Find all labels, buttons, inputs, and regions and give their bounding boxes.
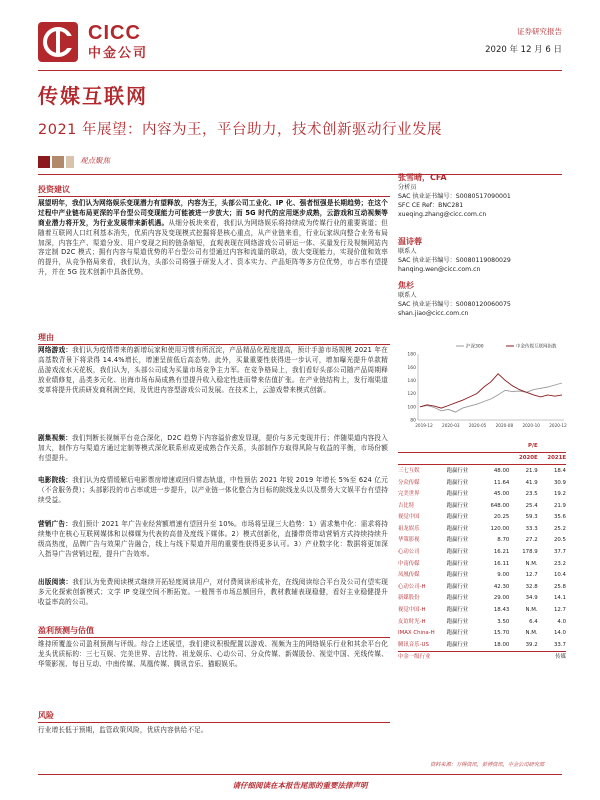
section-heading-investment: 投资建议	[38, 185, 70, 194]
table-cell: 跑赢行业	[446, 595, 469, 602]
section-heading-valuation: 盈利预测与估值	[38, 626, 94, 635]
rationale-text: 我们认为疫情带来的新增玩家和使用习惯有所沉淀，产品精品化程度提高，预计手游市场规模 2021 年在高基数背景下将录得 14.4%增长，增速呈前低后高态势。此外，买量重要性获得进一步认可，增加曝光提升单款精品游戏流水天花板，我们认为，头部公司成为买量市场竞争主力军。在竞争格局上，我们看好头部公司随产品周期释放业绩修复，品类多元化、出海市场布局成熟有望提升收入稳定性进而带来估值扩张。在产业链结构上，发行端渠道变革将提升优质研发商利润空间，及优进内容型游戏公司发展。在技术上，云游戏带来模式创新。	[38, 346, 389, 394]
analyst-email[interactable]: shan.jiao@cicc.com.cn	[398, 309, 469, 317]
rationale-lead: 营销广告：	[38, 520, 72, 528]
table-row	[398, 512, 566, 524]
table-header-cell	[479, 452, 509, 465]
y-tick-label: 80	[410, 418, 416, 424]
table-row	[398, 500, 566, 512]
y-tick-label: 120	[407, 392, 416, 398]
table-cell: IMAX China-H	[398, 630, 435, 637]
table-cell: 分众传媒	[398, 479, 420, 486]
investment-body: 从细分板块来看，我们认为网络娱乐将持续成为传媒行业的重要赛道；但随着互联网人口红利基本消失，优质内容及变现模式挖掘将是核心重点，从产业链来看，行业玩家纵向整合业务布局加深，内容生产、渠道分发、用户变现之间的链条缩短，直观表现在网络游戏公司研运一体、买量发行及视频网站内容定制 D2C 模式；拥有内容与渠道优势的平台型公司有望通过内容和流量的联动，放大变现能力，实现价值和效率的提升，从竞争格局来看，我们认为，头部公司将强于研发人才、资本实力、产品矩阵等多方位优势，市占率有望提升，并在 5G 技术创新中具备优势。	[38, 218, 388, 277]
analyst-card	[398, 280, 568, 319]
report-date: 2020 年 12 月 6 日	[485, 45, 562, 55]
section-rule	[38, 344, 390, 345]
table-cell: 跑赢行业	[446, 467, 469, 474]
table-header-cell: P/E	[509, 440, 537, 452]
table-cell: 8.70	[497, 537, 510, 544]
rationale-text: 我们认为免费阅读模式继续开拓轻度阅读用户，对付费阅读形成补充，在线阅读综合平台及公司有望实现多元化探索创新模式；文学 IP 变现空间不断拓宽。一般图书市场总额回升，教材教辅表现稳健，看好主业稳健提升收益率高的公司。	[38, 578, 389, 606]
table-row	[398, 570, 566, 582]
table-cell: 41.9	[525, 479, 538, 486]
table-cell: N.M.	[525, 560, 538, 567]
x-tick-label: 2019-12	[415, 423, 433, 428]
table-cell: 45.00	[493, 491, 510, 498]
table-header-cell	[538, 440, 566, 452]
analyst-email[interactable]: hanqing.wen@cicc.com.cn	[398, 265, 481, 273]
table-cell: 15.70	[493, 630, 510, 637]
logo-text-cn: 中金公司	[88, 46, 149, 61]
table-cell: 跑赢行业	[446, 560, 469, 567]
table-cell: 新媒股份	[398, 595, 420, 602]
analyst-email[interactable]: xueqing.zhang@cicc.com.cn	[398, 210, 487, 218]
table-cell: 视觉中国	[398, 514, 420, 521]
table-cell: 跑赢行业	[446, 583, 469, 590]
table-row	[398, 523, 566, 535]
tag-marker	[38, 156, 50, 168]
table-cell: 6.4	[529, 618, 538, 625]
table-cell: 648.00	[490, 502, 510, 509]
y-tick-label: 180	[407, 352, 416, 358]
table-cell: 25.4	[525, 502, 538, 509]
table-cell: 跑赢行业	[446, 537, 469, 544]
section-heading-risk: 风险	[38, 711, 54, 720]
table-cell: 友谊时光-H	[398, 618, 426, 625]
analyst-role: 分析员	[398, 183, 417, 191]
table-row	[398, 546, 566, 558]
tag-marker	[66, 156, 74, 168]
table-cell: 跑赢行业	[446, 479, 469, 486]
analyst-card	[398, 172, 568, 220]
y-tick-label: 160	[407, 365, 416, 371]
logo-text-en: CICC	[88, 22, 141, 44]
table-cell: 4.0	[557, 618, 566, 625]
table-cell: 心动公司	[398, 549, 420, 556]
table-header-cell	[398, 452, 447, 465]
table-row	[398, 581, 566, 593]
table-footer-label: 中金一级行业	[398, 651, 479, 663]
x-tick-label: 2020-12	[549, 423, 567, 428]
table-cell: 跑赢行业	[446, 549, 469, 556]
table-footer-value: 传媒	[479, 651, 566, 663]
y-tick-label: 140	[407, 379, 416, 384]
table-cell: 18.43	[493, 607, 510, 614]
cicc-logo-icon	[38, 22, 78, 62]
table-cell: 跑赢行业	[446, 572, 469, 579]
table-cell: 祖龙娱乐	[398, 525, 420, 532]
table-cell: 跑赢行业	[446, 514, 469, 521]
table-header-cell: 2020E	[509, 452, 537, 465]
table-cell: 18.4	[553, 467, 566, 474]
legal-footer: 请仔细阅读在本报告尾部的重要法律声明	[232, 781, 368, 790]
rationale-lead: 剧集视频：	[38, 434, 73, 442]
valuation-paragraph: 维持所覆盖公司盈利预测与评级。综合上述展望，我们建议积极配置以游戏、视频为主的网络娱乐行业和其余平台化龙头优质标的：三七互娱、完美世界、吉比特、祖龙娱乐、心动公司、分众传媒、新媒股份、视觉中国、光线传媒、华策影视、每日互动、中南传媒、凤凰传媒、腾讯音乐、猫眼娱乐。	[38, 640, 388, 668]
analyst-card	[398, 236, 568, 275]
table-cell: 37.7	[553, 549, 566, 556]
table-cell: 25.8	[553, 583, 566, 590]
table-cell: 16.21	[493, 549, 510, 556]
table-row	[398, 593, 566, 605]
report-headline: 2021 年展望：内容为王，平台助力，技术创新驱动行业发展	[38, 122, 443, 138]
table-cell: 三七互娱	[398, 467, 420, 474]
table-cell: 30.9	[553, 479, 566, 486]
table-cell: 178.9	[522, 549, 538, 556]
table-cell: 27.2	[525, 537, 538, 544]
risk-paragraph: 行业增长低于预期，监管政策风险，优质内容供给不足。	[38, 726, 208, 734]
table-header-cell	[479, 440, 509, 452]
analyst-role: 联系人	[398, 247, 417, 255]
rationale-lead: 网络游戏：	[38, 346, 73, 354]
table-cell: 14.0	[553, 630, 566, 637]
table-row	[398, 558, 566, 570]
table-cell: 跑赢行业	[446, 491, 469, 498]
investment-paragraph	[38, 199, 388, 278]
rationale-text: 我们认为疫情缓解后电影票房增速或回归常态轨道，中性预估 2021 年较 2019 年增长 5%至 624 亿元（不含服务费）；头部影投的市占率或进一步提升，以产业链一体化整合为目标的院线龙头以及票务大文娱平台有望持续受益。	[38, 476, 389, 504]
table-row	[398, 465, 566, 477]
analyst-name: 温诗蓉	[398, 237, 422, 246]
rationale-lead: 电影院线：	[38, 476, 73, 484]
table-row	[398, 616, 566, 628]
table-row	[398, 604, 566, 616]
valuation-table	[398, 440, 566, 663]
sector-title: 传媒互联网	[38, 84, 148, 108]
table-cell: 21.9	[525, 467, 538, 474]
table-cell: 跑赢行业	[446, 607, 469, 614]
analyst-name: 张雪晴，CFA	[398, 173, 447, 182]
table-cell: 120.00	[490, 525, 510, 532]
table-cell: 20.25	[493, 514, 510, 521]
table-cell: 跑赢行业	[446, 630, 469, 637]
analyst-cert: SAC 执业证书编号：S0080120060075	[398, 300, 511, 308]
table-cell: 凤凰传媒	[398, 572, 420, 579]
legend-label: 沪深300	[466, 344, 484, 350]
table-cell: 35.6	[553, 514, 566, 521]
performance-chart	[398, 340, 568, 435]
table-cell: 21.9	[553, 502, 566, 509]
table-cell: 14.1	[553, 595, 566, 602]
table-cell: 19.2	[553, 491, 566, 498]
table-row	[398, 477, 566, 489]
table-cell: 12.7	[553, 607, 566, 614]
table-subheader-row	[398, 452, 566, 465]
x-tick-label: 2020-05	[468, 423, 487, 428]
table-cell: 视觉中国-H	[398, 607, 426, 614]
section-rule	[38, 196, 390, 197]
x-tick-label: 2020-03	[442, 423, 460, 428]
table-row	[398, 535, 566, 547]
rationale-text: 我们判断长视频平台竞合深化，D2C 趋势下内容溢价愈发显现，提价与多元变现并行；伴随渠道内容投入加大，制作方与渠道方通过定制等模式深化联系形成更成熟合作关系，头部制作方取得风险与收益的平衡，市场份额有望提升。	[38, 434, 389, 462]
table-cell: 33.3	[525, 525, 538, 532]
analyst-cert: SAC 执业证书编号：S0080119080029	[398, 256, 511, 264]
y-tick-label: 100	[407, 405, 416, 411]
table-cell: 跑赢行业	[446, 525, 469, 532]
source-note: 资料来源：万得资讯，彭博资讯，中金公司研究部	[430, 762, 545, 768]
table-footer-row	[398, 651, 566, 663]
table-row	[398, 639, 566, 651]
table-row	[398, 488, 566, 500]
table-cell: 9.00	[497, 572, 510, 579]
legend-label: 中金传媒互联网指数	[516, 344, 557, 350]
footer-rule	[38, 774, 562, 775]
rationale-item-cinema	[38, 476, 388, 506]
investment-lead: 展望明年，我们认为网络娱乐变现潜力有望释放，内容为王，头部公司工业化、IP 化、强者恒强是长期趋势；在这个过程中产业链布局更深的平台型公司变现能力可能被进一步放大；而 5G 时代的应用逐步成熟，云游戏和互动视频等商业潜力将开发，为行业发展带来新机遇。	[38, 199, 388, 227]
table-cell: 32.8	[525, 583, 538, 590]
table-cell: 3.50	[497, 618, 510, 625]
table-body	[398, 465, 566, 652]
table-cell: 20.5	[553, 537, 566, 544]
table-cell: N.M.	[525, 607, 538, 614]
table-cell: 23.5	[525, 491, 538, 498]
table-cell: 25.2	[553, 525, 566, 532]
table-header-cell	[447, 440, 479, 452]
table-cell: 心动公司-H	[398, 583, 426, 590]
section-rule	[38, 722, 390, 723]
table-cell: 吉比特	[398, 502, 415, 509]
table-cell: 33.7	[553, 641, 566, 648]
table-header-cell: 2021E	[538, 452, 566, 465]
table-cell: N.M.	[525, 630, 538, 637]
rationale-item-advertising	[38, 520, 388, 560]
header-divider	[38, 70, 562, 71]
analyst-sfc: SFC CE Ref：BNC281	[398, 201, 464, 209]
table-cell: 完美世界	[398, 491, 420, 498]
table-cell: 中南传媒	[398, 560, 420, 567]
x-tick-label: 2020-10	[522, 423, 540, 428]
table-header-cell	[398, 440, 447, 452]
table-cell: 48.00	[493, 467, 510, 474]
analyst-name: 焦杉	[398, 281, 414, 290]
table-cell: 39.2	[525, 641, 538, 648]
section-rule	[38, 637, 390, 638]
table-cell: 腾讯音乐-US	[398, 641, 429, 648]
rationale-lead: 出版阅读：	[38, 578, 73, 586]
rationale-item-publishing	[38, 578, 388, 608]
table-cell: 23.2	[553, 560, 566, 567]
table-cell: 29.00	[493, 595, 510, 602]
table-row	[398, 628, 566, 640]
table-header-cell	[447, 452, 479, 465]
section-heading-rationale: 理由	[38, 333, 54, 342]
table-cell: 11.64	[493, 479, 510, 486]
analyst-cert: SAC 执业证书编号：S0080517090001	[398, 192, 511, 200]
report-type: 证券研究报告	[517, 27, 562, 36]
series-line	[420, 374, 562, 408]
table-cell: 10.4	[553, 572, 566, 579]
rationale-item-games	[38, 346, 388, 395]
table-cell: 18.00	[493, 641, 510, 648]
x-tick-label: 2020-08	[495, 423, 514, 428]
rationale-item-video	[38, 434, 388, 464]
table-cell: 跑赢行业	[446, 618, 469, 625]
table-header-row	[398, 440, 566, 452]
rationale-text: 我们预计 2021 年广告业经营额增速有望回升至 10%。市场将呈现三大趋势：1）需求集中化：需求将持续集中在核心互联网媒体和以梯媒为代表的高普及度线下媒体。2）模式创新化，直播带货带动营销方式持续持续升级高热度，品牌广告与效果广告融合，线上与线下渠道并用的重要性获得更多认可。3）产业数字化：数据将更加深入指导广告营销过程，提升广告效率。	[38, 520, 388, 558]
tag-marker	[52, 156, 64, 168]
table-cell: 34.9	[525, 595, 538, 602]
table-cell: 59.3	[525, 514, 538, 521]
analyst-role: 联系人	[398, 291, 417, 299]
table-cell: 42.30	[493, 583, 510, 590]
table-cell: 跑赢行业	[446, 641, 469, 648]
table-cell: 12.7	[525, 572, 538, 579]
table-cell: 华策影视	[398, 537, 420, 544]
table-cell: 跑赢行业	[446, 502, 469, 509]
table-cell: 16.11	[493, 560, 510, 567]
tag-label: 观点聚焦	[80, 156, 110, 165]
